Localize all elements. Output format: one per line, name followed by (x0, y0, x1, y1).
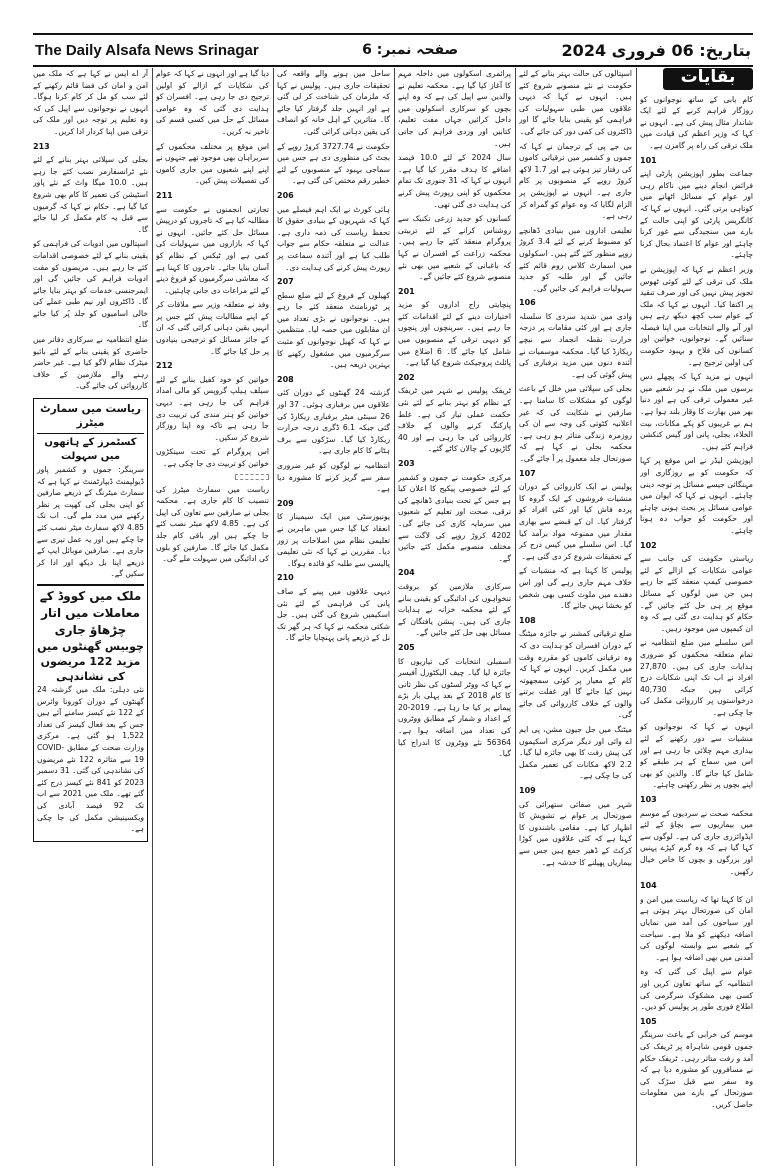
article-paragraph: شہر میں صفائی ستھرائی کی صورتحال پر عوام نے تشویش کا اظہار کیا ہے۔ مقامی باشندوں کا کہنا ہے کہ کئی علاقوں میں کوڑا کرکٹ کے ڈھیر جمع ہیں جس سے بیماریاں پھیلنے کا خدشہ ہے۔ (519, 799, 632, 867)
article-paragraph: کام یابی کے ساتھ نوجوانوں کو روزگار فراہم کرنے کے لئے ایک شاندار مثال پیش کی ہے۔ انہوں نے کہا کہ وزیر اعظم کی قیادت میں ملک ترقی کی راہ پر گامزن ہے۔ (640, 94, 753, 150)
column-rule (515, 68, 516, 1166)
article-paragraph: ٹریفک پولیس نے شہر میں ٹریفک کے نظام کو بہتر بنانے کے لئے نئی حکمت عملی تیار کی ہے۔ غلط پارکنگ کرنے والوں کے خلاف کارروائی کی جا رہی ہے اور 40 گاڑیوں کے چالان کاٹے گئے۔ (398, 386, 511, 454)
article-paragraph: کسانوں کو جدید زرعی تکنیک سے روشناس کرانے کے لئے تربیتی پروگرام منعقد کئے جا رہے ہیں۔ محکمہ زراعت کے افسران نے کہا کہ باغبانی کے شعبے میں بھی نئے منصوبے شروع کئے جائیں گے۔ (398, 214, 511, 282)
continuation-number: 204 (398, 568, 415, 578)
article-paragraph: تعلیمی اداروں میں بنیادی ڈھانچے کو مضبوط کرنے کے لئے 3.4 کروڑ روپے منظور کئے گئے ہیں۔ اسکولوں میں اسمارٹ کلاس روم قائم کئے جائیں گے اور طلبہ کو جدید سہولیات فراہم کی جائیں گی۔ (519, 225, 632, 293)
continuation-number: 107 (519, 468, 536, 478)
article-paragraph: اسمبلی انتخابات کی تیاریوں کا جائزہ لیا گیا۔ چیف الیکٹورل آفیسر نے کہا کہ ووٹر لسٹوں کی نظر ثانی کا کام 2018 کے بعد پہلی بار بڑے پیمانے پر کیا جا رہا ہے۔ 2019-20 کے اعداد و شمار کے مطابق ووٹروں کی تعداد میں اضافہ ہوا ہے۔ 56364 نئے ووٹروں کا اندراج کیا گیا۔ (398, 656, 511, 759)
article-paragraph: اس پروگرام کے تحت سینکڑوں خواتین کو تربیت دی جا چکی ہے۔ (156, 447, 269, 468)
article-paragraph: پولیس نے ایک کارروائی کے دوران منشیات فروشوں کے ایک گروہ کا پردہ فاش کیا اور کئی افراد کو گرفتار کیا۔ ان کے قبضے سے بھاری مقدار میں ممنوعہ مواد برآمد کیا گیا۔ اس سلسلے میں کیس درج کر کے تحقیقات شروع کر دی گئی ہے۔ (519, 482, 632, 561)
issue-date: بتاریخ: 06 فروری 2024 (561, 40, 751, 60)
page-number: صفحہ نمبر: 6 (362, 42, 459, 58)
paper-name: The Daily Alsafa News Srinagar (35, 41, 259, 59)
continuation-number: 103 (640, 795, 657, 805)
column-rule (636, 68, 637, 1166)
continuation-number: 102 (640, 540, 657, 550)
article-paragraph: ضلع ترقیاتی کمشنر نے جائزہ میٹنگ کے دوران افسران کو ہدایت دی کہ وہ ترقیاتی کاموں کو مقررہ وقت میں مکمل کریں۔ انہوں نے کہا کہ کام کے معیار پر کوئی سمجھوتہ نہیں کیا جائے گا اور غفلت برتنے والوں کے خلاف کارروائی کی جائے گی۔ (519, 629, 632, 720)
article-paragraph: میٹنگ میں جل جیون مشن، پی ایم اے وائی اور دیگر مرکزی اسکیموں کی پیش رفت کا بھی جائزہ لیا گیا۔ 2.2 لاکھ مکانات کی تعمیر مکمل کی جا چکی ہے۔ (519, 725, 632, 781)
article-paragraph: ضلع انتظامیہ نے سرکاری دفاتر میں حاضری کو یقینی بنانے کے لئے بائیو میٹرک نظام لاگو کیا ہے۔ غیر حاضر رہنے والے ملازمین کے خلاف کارروائی کی جائے گی۔ (33, 335, 148, 391)
article-paragraph: پنچایتی راج اداروں کو مزید اختیارات دینے کے لئے اقدامات کئے جا رہے ہیں۔ سرپنچوں اور پنچوں کو دیہی ترقی کے منصوبوں میں شامل کیا جائے گا۔ 6 اضلاع میں پائلٹ پروجیکٹ شروع کیا گیا ہے۔ (398, 300, 511, 368)
continuation-number: 106 (519, 298, 536, 308)
column-rule (273, 68, 274, 1166)
article-paragraph: کھیلوں کے فروغ کے لئے ضلع سطح پر ٹورنامنٹ منعقد کئے جا رہے ہیں۔ نوجوانوں نے بڑی تعداد میں ان مقابلوں میں حصہ لیا۔ منتظمین نے کہا کہ کھیل نوجوانوں کو مثبت سرگرمیوں میں مشغول رکھنے کا بہترین ذریعہ ہیں۔ (277, 290, 390, 370)
article-paragraph: عوام سے اپیل کی گئی کہ وہ انتظامیہ کے ساتھ تعاون کریں اور کسی بھی مشکوک سرگرمی کی اطلاع فوری طور پر پولیس کو دیں۔ (640, 967, 753, 1012)
article-paragraph: انہوں نے مزید کہا کہ پچھلے دس برسوں میں ملک نے ہر شعبے میں غیر معمولی ترقی کی ہے اور دنیا بھر میں بھارت کا وقار بلند ہوا ہے۔ ہم نے غریبوں کو پکے مکانات، بیت الخلاء، بجلی، پانی اور گیس کنکشن فراہم کئے ہیں۔ (640, 372, 753, 451)
news-box-subheadline: کسٹمرز کے ہاتھوں میں سہولت (37, 433, 144, 464)
article-paragraph: وزیر اعظم نے کہا کہ اپوزیشن نے ملک کی ترقی کے لئے کوئی ٹھوس تجویز پیش نہیں کی اور صرف تنقید پر اکتفا کیا۔ انہوں نے کہا کہ ملک کے عوام سب کچھ دیکھ رہے ہیں اور آنے والے انتخابات میں اپنا فیصلہ سنائیں گے۔ نوجوانوں، خواتین اور کسانوں کی فلاح و بہبود حکومت کی اولین ترجیح ہے۔ (640, 264, 753, 367)
article-paragraph: دیہی علاقوں میں پینے کے صاف پانی کی فراہمی کے لئے نئی اسکیمیں شروع کی گئی ہیں۔ جل شکتی محکمہ نے کہا کہ ہر گھر تک نل کے ذریعے پانی پہنچایا جائے گا۔ (277, 586, 390, 643)
article-paragraph: محکمہ صحت نے سردیوں کے موسم میں بیماریوں سے بچاؤ کے لئے ایڈوائزری جاری کی ہے۔ لوگوں سے کہا گیا ہے کہ وہ گرم کپڑے پہنیں اور بزرگوں و بچوں کا خاص خیال رکھیں۔ (640, 808, 753, 876)
continuation-number: 108 (519, 615, 536, 625)
column-rule (152, 68, 153, 1166)
article-paragraph: دیا گیا ہے اور انہوں نے کہا کہ عوام کی شکایات کے ازالے کو اولین ترجیح دی جا رہی ہے۔ افسران کو ہدایت دی گئی کہ وہ عوامی مسائل کے حل میں کسی قسم کی تاخیر نہ کریں۔ (156, 69, 269, 136)
article-paragraph: وادی میں شدید سردی کا سلسلہ جاری ہے اور کئی مقامات پر درجہ حرارت نقطہ انجماد سے نیچے ریکارڈ کیا گیا۔ محکمہ موسمیات نے آئندہ دنوں میں مزید برفباری کی پیش گوئی کی ہے۔ (519, 311, 632, 379)
article-paragraph: اسپتالوں کی حالت بہتر بنانے کے لئے حکومت نے نئے منصوبے شروع کئے ہیں۔ انہوں نے کہا کہ دیہی علاقوں میں طبی سہولیات کی فراہمی کو یقینی بنایا جائے گا اور ڈاکٹروں کی کمی دور کی جائے گی۔ (519, 69, 632, 136)
article-paragraph: بجلی کی سپلائی میں خلل کے باعث لوگوں کو مشکلات کا سامنا ہے۔ صارفین نے شکایت کی کہ غیر اعلانیہ کٹوتی کی وجہ سے ان کی روزمرہ زندگی متاثر ہو رہی ہے۔ محکمہ بجلی نے کہا ہے کہ صورتحال جلد معمول پر آ جائے گی۔ (519, 384, 632, 463)
article-paragraph: اس سلسلے میں ضلع انتظامیہ نے تمام متعلقہ محکموں کو ضروری ہدایات جاری کی ہیں۔ 27,870 افراد نے اب تک اپنی شکایات درج کرائی ہیں جبکہ 40,730 درخواستوں پر کارروائی مکمل کی جا چکی ہے۔ (640, 638, 753, 717)
continuation-number: 205 (398, 642, 415, 652)
article-paragraph: ریاستی حکومت کی جانب سے عوامی شکایات کے ازالے کے لئے خصوصی کیمپ منعقد کئے جا رہے ہیں جن میں لوگوں کے مسائل موقع پر ہی حل کئے جائیں گے۔ حکام کو ہدایت دی گئی ہے کہ وہ ان کیمپوں میں موجود رہیں۔ (640, 554, 753, 633)
article-paragraph: سال 2024 کے لئے 10.0 فیصد اضافے کا ہدف مقرر کیا گیا ہے۔ انہوں نے کہا کہ 31 جنوری تک تمام محکموں کو اپنی رپورٹ پیش کرنے کی ہدایت دی گئی تھی۔ (398, 153, 511, 209)
continuation-number: 203 (398, 459, 415, 468)
column-2 (519, 68, 632, 1166)
section-title: بقایات (663, 68, 753, 90)
article-paragraph: مرکزی حکومت نے جموں و کشمیر کے لئے خصوصی پیکیج کا اعلان کیا ہے جس کے تحت بنیادی ڈھانچے کی ترقی، صحت اور تعلیم کے شعبوں میں سرمایہ کاری کی جائے گی۔ 4202 کروڑ روپے کی لاگت سے مختلف منصوبے مکمل کئے جائیں گے۔ (398, 472, 511, 563)
continuation-number: 209 (277, 498, 294, 508)
article-paragraph: یونیورسٹی میں ایک سیمینار کا انعقاد کیا گیا جس میں ماہرین نے تعلیمی نظام میں اصلاحات پر زور دیا۔ مقررین نے کہا کہ نئی تعلیمی پالیسی سے طلبہ کو فائدہ ہوگا۔ (277, 512, 390, 568)
article-paragraph: پولیس کا کہنا ہے کہ منشیات کے خلاف مہم جاری رہے گی اور اس دھندے میں ملوث کسی بھی شخص کو بخشا نہیں جائے گا۔ (519, 566, 632, 611)
article-paragraph: آر اے ایس نے کہا ہے کہ ملک میں امن و امان کی فضا قائم رکھنے کے لئے سب کو مل کر کام کرنا ہوگا۔ انہوں نے نوجوانوں سے اپیل کی کہ وہ تعلیم پر توجہ دیں اور ملک کی ترقی میں اپنا کردار ادا کریں۔ (33, 69, 148, 136)
continuation-number: 213 (33, 141, 50, 151)
continuation-number: 109 (519, 786, 536, 796)
continuation-number: 101 (640, 155, 657, 165)
column-1 (640, 68, 753, 1166)
column-rule (394, 68, 395, 1166)
news-box-body: سرینگر: جموں و کشمیر پاور ڈیولپمنٹ ڈیپارٹمنٹ نے کہا ہے کہ سمارٹ میٹرنگ کے ذریعے صارفین کو اپنی بجلی کی کھپت پر نظر رکھنے میں مدد ملے گی۔ اب تک 4.85 لاکھ سمارٹ میٹر نصب کئے جا چکے ہیں اور یہ عمل تیزی سے جاری ہے۔ صارفین موبائل ایپ کے ذریعے اپنا بل دیکھ اور ادا کر سکیں گے۔ (37, 465, 144, 579)
image-placeholder (235, 474, 269, 480)
article-paragraph: اسپتالوں میں ادویات کی فراہمی کو یقینی بنانے کے لئے خصوصی اقدامات کئے جا رہے ہیں۔ مریضوں کو مفت ادویات فراہم کی جائیں گی اور ایمرجنسی خدمات کو بہتر بنایا جائے گا۔ ڈاکٹروں اور نیم طبی عملے کی خالی اسامیوں کو جلد پُر کیا جائے گا۔ (33, 239, 148, 330)
continuation-number: 105 (640, 1016, 657, 1026)
continuation-number: 202 (398, 372, 415, 382)
article-paragraph: تجارتی انجمنوں نے حکومت سے مطالبہ کیا ہے کہ تاجروں کو درپیش مسائل حل کئے جائیں۔ انہوں نے کہا کہ بازاروں میں سہولیات کی کمی ہے اور ٹیکس کے نظام کو آسان بنایا جائے۔ تاجروں کا کہنا ہے کہ معاشی سرگرمیوں کو فروغ دینے کے لئے مراعات دی جانی چاہئیں۔ (156, 204, 269, 295)
article-paragraph: اس موقع پر مختلف محکموں کے سربراہان بھی موجود تھے جنہوں نے اپنے اپنے شعبوں میں جاری کاموں کی تفصیلات پیش کیں۔ (156, 141, 269, 186)
column-3 (398, 68, 511, 1166)
article-paragraph: انتظامیہ نے لوگوں کو غیر ضروری سفر سے گریز کرنے کا مشورہ دیا ہے۔ (277, 461, 390, 494)
article-paragraph: ہائی کورٹ نے ایک اہم فیصلے میں کہا کہ شہریوں کے بنیادی حقوق کا تحفظ ریاست کی ذمہ داری ہے۔ عدالت نے متعلقہ حکام سے جواب طلب کیا ہے اور آئندہ سماعت پر رپورٹ پیش کرنے کی ہدایت دی۔ (277, 204, 390, 272)
article-paragraph: خواتین کو خود کفیل بنانے کے لئے سیلف ہیلپ گروپس کو مالی امداد فراہم کی جا رہی ہے۔ دیہی خواتین کو ہنر مندی کی تربیت دی جا رہی ہے تاکہ وہ اپنا روزگار شروع کر سکیں۔ (156, 374, 269, 442)
article-paragraph: سرکاری ملازمین کو بروقت تنخواہوں کی ادائیگی کو یقینی بنانے کے لئے محکمہ خزانہ نے ہدایات جاری کی ہیں۔ پنشن یافتگان کے مسائل بھی حل کئے جائیں گے۔ (398, 581, 511, 638)
continuation-number: 206 (277, 190, 294, 200)
article-paragraph: بجلی کی سپلائی بہتر بنانے کے لئے نئے ٹرانسفارمر نصب کئے جا رہے ہیں۔ 10.0 میگا واٹ کے نئے پاور اسٹیشن کی تعمیر کا کام بھی شروع کیا گیا ہے۔ حکام نے کہا کہ گرمیوں سے قبل یہ کام مکمل کر لیا جائے گا۔ (33, 155, 148, 234)
article-paragraph: گزشتہ 24 گھنٹوں کے دوران کئی علاقوں میں برفباری ہوئی۔ 37 اور 26 سینٹی میٹر برفباری ریکارڈ کی گئی جبکہ 6.1 ڈگری درجہ حرارت ریکارڈ کیا گیا۔ سڑکوں سے برف ہٹانے کا کام جاری ہے۔ (277, 388, 390, 456)
continuation-number: 104 (640, 881, 657, 891)
continuation-number: 210 (277, 573, 294, 583)
news-box (33, 398, 148, 842)
continuation-number: 212 (156, 361, 173, 371)
article-paragraph: وفد نے متعلقہ وزیر سے ملاقات کر کے اپنے مطالبات پیش کئے جس پر انہیں یقین دہانی کرائی گئی کہ ان کے جائز مسائل کو ترجیحی بنیادوں پر حل کیا جائے گا۔ (156, 300, 269, 356)
masthead (33, 33, 753, 67)
article-paragraph: ان کا کہنا تھا کہ ریاست میں امن و امان کی صورتحال بہتر ہوئی ہے اور سیاحوں کی آمد میں نمایاں اضافہ دیکھنے کو ملا ہے۔ سیاحت کے شعبے سے وابستہ لوگوں کی آمدنی میں بھی اضافہ ہوا ہے۔ (640, 894, 753, 962)
article-paragraph: ریاست میں سمارٹ میٹرز کی تنصیب کا کام جاری ہے۔ محکمہ بجلی نے صارفین سے تعاون کی اپیل کی ہے۔ 4.85 لاکھ میٹر نصب کئے جا چکے ہیں اور باقی کام جلد مکمل کیا جائے گا۔ صارفین کو بلوں کی ادائیگی میں سہولت ملے گی۔ (156, 484, 269, 564)
continuation-number: 207 (277, 277, 294, 287)
news-box-headline: ریاست میں سمارٹ میٹرز (40, 403, 141, 430)
column-4 (277, 68, 390, 1166)
article-paragraph: حکومت نے 3727.74 کروڑ روپے کے بجٹ کی منظوری دی ہے جس میں سماجی بہبود کے منصوبوں کے لئے خطیر رقم مختص کی گئی ہے۔ (277, 141, 390, 186)
continuation-number: 211 (156, 190, 173, 200)
article-paragraph: بی جے پی کے ترجمان نے کہا کہ جموں و کشمیر میں ترقیاتی کاموں کی رفتار تیز ہوئی ہے اور 1.7 لاکھ کروڑ روپے کے منصوبوں پر کام جاری ہے۔ انہوں نے اپوزیشن پر الزام لگایا کہ وہ عوام کو گمراہ کر رہی ہے۔ (519, 141, 632, 221)
covid-headline: ملک میں کووڈ کے معاملات میں اتار چڑھاؤ جاری (37, 584, 144, 639)
continuation-number: 201 (398, 286, 415, 296)
covid-subheadline: چوبیس گھنٹوں میں مزید 122 مریضوں کی نشاندہی (37, 639, 144, 683)
column-5 (156, 68, 269, 1166)
article-paragraph: انہوں نے کہا کہ نوجوانوں کو منشیات سے دور رکھنے کے لئے بیداری مہم چلائی جا رہی ہے اور اس میں سماج کے ہر طبقے کو شامل کیا جائے گا۔ والدین کو بھی اپنے بچوں پر نظر رکھنی چاہئے۔ (640, 722, 753, 790)
article-paragraph: جماعت بطور اپوزیشن پارٹی اپنے فرائض انجام دینے میں ناکام رہی اور عوام کے مسائل اٹھانے میں کوتاہی برتی گئی۔ انہوں نے کہا کہ کانگریس پارٹی کو اپنی حالت کے بارے میں سنجیدگی سے غور کرنا چاہئے اور عوام کا اعتماد بحال کرنا چاہئے۔ (640, 169, 753, 260)
article-paragraph: ساحل میں ہونے والے واقعہ کی تحقیقات جاری ہیں۔ پولیس نے کہا کہ ملزمان کی شناخت کر لی گئی ہے اور انہیں جلد گرفتار کیا جائے گا۔ متاثرین کے اہل خانہ کو انصاف کی یقین دہانی کرائی گئی۔ (277, 69, 390, 136)
covid-body: نئی دہلی: ملک میں گزشتہ 24 گھنٹوں کے دوران کورونا وائرس کے 122 نئے کیسز سامنے آئے ہیں جس کے بعد فعال کیسز کی تعداد 1,522 ہو گئی ہے۔ مرکزی وزارت صحت کے مطابق COVID-19 سے متاثرہ 122 نئے مریضوں کی نشاندہی کی گئی۔ 31 دسمبر 2023 کو 841 نئے کیسز درج کئے گئے تھے۔ ملک میں 2021 سے اب تک 92 فیصد آبادی کی ویکسینیشن مکمل کی جا چکی ہے۔ (36, 684, 145, 834)
continuation-number: 208 (277, 374, 294, 384)
article-paragraph: پرائمری اسکولوں میں داخلہ مہم کا آغاز کیا گیا ہے۔ محکمہ تعلیم نے والدین سے اپیل کی ہے کہ وہ اپنے بچوں کو سرکاری اسکولوں میں داخل کرائیں جہاں مفت تعلیم، کتابیں اور وردی فراہم کی جاتی ہیں۔ (398, 69, 511, 148)
article-paragraph: موسم کی خرابی کے باعث سرینگر جموں قومی شاہراہ پر ٹریفک کی آمد و رفت متاثر رہی۔ ٹریفک حکام نے مسافروں کو مشورہ دیا ہے کہ وہ سفر سے قبل سڑک کی صورتحال کے بارے میں معلومات حاصل کریں۔ (640, 1030, 753, 1109)
column-6 (33, 68, 148, 1166)
article-columns (33, 68, 753, 1166)
article-paragraph: اپوزیشن لیڈر نے اس موقع پر کہا کہ حکومت کو بے روزگاری اور مہنگائی جیسے مسائل پر توجہ دینی چاہئے۔ انہوں نے کہا کہ ایوان میں عوامی مسائل پر بحث ہونی چاہئے اور حکومت کو جواب دہ ہونا چاہئے۔ (640, 456, 753, 535)
